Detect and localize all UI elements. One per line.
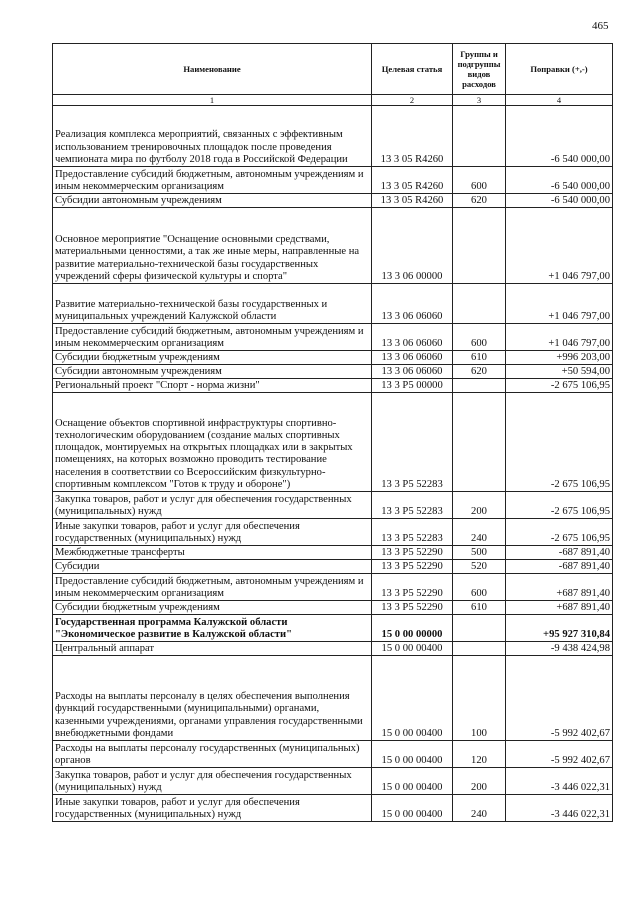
- row-target-article: 13 3 P5 52283: [372, 492, 453, 519]
- row-amendment-amount: -2 675 106,95: [506, 492, 613, 519]
- row-expense-group: 600: [453, 574, 506, 601]
- row-expense-group: [453, 379, 506, 393]
- row-expense-group: 610: [453, 351, 506, 365]
- row-target-article: 13 3 06 00000: [372, 208, 453, 284]
- header-name: Наименование: [53, 44, 372, 95]
- table-row: [53, 351, 613, 365]
- row-expense-group: [453, 284, 506, 324]
- table-row: [53, 379, 613, 393]
- row-expense-group: 120: [453, 741, 506, 768]
- table-row: [53, 167, 613, 194]
- row-expense-group: 600: [453, 324, 506, 351]
- row-amendment-amount: +1 046 797,00: [506, 284, 613, 324]
- row-amendment-amount: -6 540 000,00: [506, 167, 613, 194]
- table-body: [53, 106, 613, 822]
- column-number-row: [53, 95, 613, 106]
- row-amendment-amount: -3 446 022,31: [506, 795, 613, 822]
- header-target-article: Целевая статья: [372, 44, 453, 95]
- row-expense-group: [453, 208, 506, 284]
- row-expense-group: 520: [453, 560, 506, 574]
- header-amendments: Поправки (+,-): [506, 44, 613, 95]
- row-amendment-amount: +687 891,40: [506, 601, 613, 615]
- row-target-article: 15 0 00 00400: [372, 656, 453, 741]
- row-name: Предоставление субсидий бюджетным, автономным учреждениям и иным некоммерческим организациям: [53, 324, 372, 351]
- table-row: [53, 324, 613, 351]
- row-amendment-amount: +95 927 310,84: [506, 615, 613, 642]
- row-name: Региональный проект "Спорт - норма жизни": [53, 379, 372, 393]
- table-row: [53, 795, 613, 822]
- table-row: [53, 546, 613, 560]
- row-amendment-amount: -687 891,40: [506, 546, 613, 560]
- row-amendment-amount: -2 675 106,95: [506, 393, 613, 492]
- row-target-article: 13 3 P5 52290: [372, 560, 453, 574]
- row-expense-group: 500: [453, 546, 506, 560]
- table-row: [53, 284, 613, 324]
- row-target-article: 15 0 00 00400: [372, 768, 453, 795]
- table-row: [53, 194, 613, 208]
- row-name: Межбюджетные трансферты: [53, 546, 372, 560]
- table-row: [53, 393, 613, 492]
- table-row: [53, 656, 613, 741]
- row-target-article: 13 3 06 06060: [372, 324, 453, 351]
- row-target-article: 13 3 P5 52290: [372, 546, 453, 560]
- row-amendment-amount: -5 992 402,67: [506, 656, 613, 741]
- row-target-article: 13 3 05 R4260: [372, 167, 453, 194]
- row-name: Иные закупки товаров, работ и услуг для обеспечения государственных (муниципальных) нужд: [53, 519, 372, 546]
- row-amendment-amount: -9 438 424,98: [506, 642, 613, 656]
- row-amendment-amount: -2 675 106,95: [506, 379, 613, 393]
- row-name: Закупка товаров, работ и услуг для обеспечения государственных (муниципальных) нужд: [53, 768, 372, 795]
- row-name: Основное мероприятие "Оснащение основными средствами, материальными ценностями, а так же иные меры, направленные на развитие материально-технической базы государственных учреждений сферы физической культуры и спорта": [53, 208, 372, 284]
- row-name: Субсидии автономным учреждениям: [53, 194, 372, 208]
- column-number-4: 4: [506, 95, 613, 106]
- row-amendment-amount: -687 891,40: [506, 560, 613, 574]
- table-row: [53, 601, 613, 615]
- row-amendment-amount: -2 675 106,95: [506, 519, 613, 546]
- row-target-article: 15 0 00 00400: [372, 741, 453, 768]
- row-expense-group: [453, 393, 506, 492]
- row-amendment-amount: +1 046 797,00: [506, 208, 613, 284]
- header-expense-groups: Группы и подгруппы видов расходов: [453, 44, 506, 95]
- row-target-article: 13 3 06 06060: [372, 351, 453, 365]
- table-row: [53, 560, 613, 574]
- row-expense-group: 200: [453, 492, 506, 519]
- row-amendment-amount: -6 540 000,00: [506, 106, 613, 167]
- table-row: [53, 574, 613, 601]
- row-name: Оснащение объектов спортивной инфраструктуры спортивно-технологическим оборудованием (создание малых спортивных площадок, монтируемых на открытых площадках или в закрытых помещениях, на которых возможно проводить тестирование населения в соответствии со Всероссийским физкультурно-спортивным комплексом "Готов к труду и обороне"): [53, 393, 372, 492]
- row-name: Расходы на выплаты персоналу в целях обеспечения выполнения функций государственными (муниципальными) органами, казенными учреждениями, органами управления государственными внебюджетными фондами: [53, 656, 372, 741]
- row-name: Предоставление субсидий бюджетным, автономным учреждениям и иным некоммерческим организациям: [53, 574, 372, 601]
- row-name: Закупка товаров, работ и услуг для обеспечения государственных (муниципальных) нужд: [53, 492, 372, 519]
- row-target-article: 13 3 P5 52290: [372, 574, 453, 601]
- row-target-article: 13 3 06 06060: [372, 365, 453, 379]
- table-row: [53, 208, 613, 284]
- row-amendment-amount: +687 891,40: [506, 574, 613, 601]
- row-target-article: 13 3 P5 00000: [372, 379, 453, 393]
- table-row: [53, 642, 613, 656]
- table-header-row: [53, 44, 613, 95]
- row-target-article: 13 3 06 06060: [372, 284, 453, 324]
- row-expense-group: 620: [453, 194, 506, 208]
- row-expense-group: 610: [453, 601, 506, 615]
- row-name: Государственная программа Калужской области "Экономическое развитие в Калужской области": [53, 615, 372, 642]
- row-expense-group: [453, 106, 506, 167]
- table-row: [53, 741, 613, 768]
- row-target-article: 13 3 P5 52283: [372, 519, 453, 546]
- table-row: [53, 365, 613, 379]
- row-expense-group: 600: [453, 167, 506, 194]
- row-target-article: 13 3 P5 52283: [372, 393, 453, 492]
- row-target-article: 15 0 00 00400: [372, 795, 453, 822]
- column-number-2: 2: [372, 95, 453, 106]
- row-target-article: 13 3 05 R4260: [372, 106, 453, 167]
- row-expense-group: 200: [453, 768, 506, 795]
- row-amendment-amount: +50 594,00: [506, 365, 613, 379]
- row-name: Реализация комплекса мероприятий, связанных с эффективным использованием тренировочных площадок после проведения чемпионата мира по футболу 2018 года в Российской Федерации: [53, 106, 372, 167]
- row-target-article: 15 0 00 00000: [372, 615, 453, 642]
- column-number-3: 3: [453, 95, 506, 106]
- table-row: [53, 106, 613, 167]
- row-expense-group: [453, 642, 506, 656]
- row-expense-group: 240: [453, 519, 506, 546]
- row-name: Расходы на выплаты персоналу государственных (муниципальных) органов: [53, 741, 372, 768]
- table-row: [53, 519, 613, 546]
- table-row: [53, 492, 613, 519]
- row-amendment-amount: +996 203,00: [506, 351, 613, 365]
- column-number-1: 1: [53, 95, 372, 106]
- row-target-article: 13 3 P5 52290: [372, 601, 453, 615]
- row-expense-group: [453, 615, 506, 642]
- row-name: Центральный аппарат: [53, 642, 372, 656]
- row-amendment-amount: +1 046 797,00: [506, 324, 613, 351]
- table-row: [53, 615, 613, 642]
- row-expense-group: 620: [453, 365, 506, 379]
- row-amendment-amount: -5 992 402,67: [506, 741, 613, 768]
- row-name: Субсидии автономным учреждениям: [53, 365, 372, 379]
- row-amendment-amount: -3 446 022,31: [506, 768, 613, 795]
- row-expense-group: 240: [453, 795, 506, 822]
- row-name: Субсидии: [53, 560, 372, 574]
- row-expense-group: 100: [453, 656, 506, 741]
- row-name: Предоставление субсидий бюджетным, автономным учреждениям и иным некоммерческим организациям: [53, 167, 372, 194]
- row-target-article: 13 3 05 R4260: [372, 194, 453, 208]
- row-name: Субсидии бюджетным учреждениям: [53, 601, 372, 615]
- row-name: Развитие материально-технической базы государственных и муниципальных учреждений Калужской области: [53, 284, 372, 324]
- row-name: Иные закупки товаров, работ и услуг для обеспечения государственных (муниципальных) нужд: [53, 795, 372, 822]
- page-number: 465: [592, 20, 609, 32]
- table-row: [53, 768, 613, 795]
- row-name: Субсидии бюджетным учреждениям: [53, 351, 372, 365]
- row-target-article: 15 0 00 00400: [372, 642, 453, 656]
- budget-amendments-table: [52, 43, 613, 822]
- row-amendment-amount: -6 540 000,00: [506, 194, 613, 208]
